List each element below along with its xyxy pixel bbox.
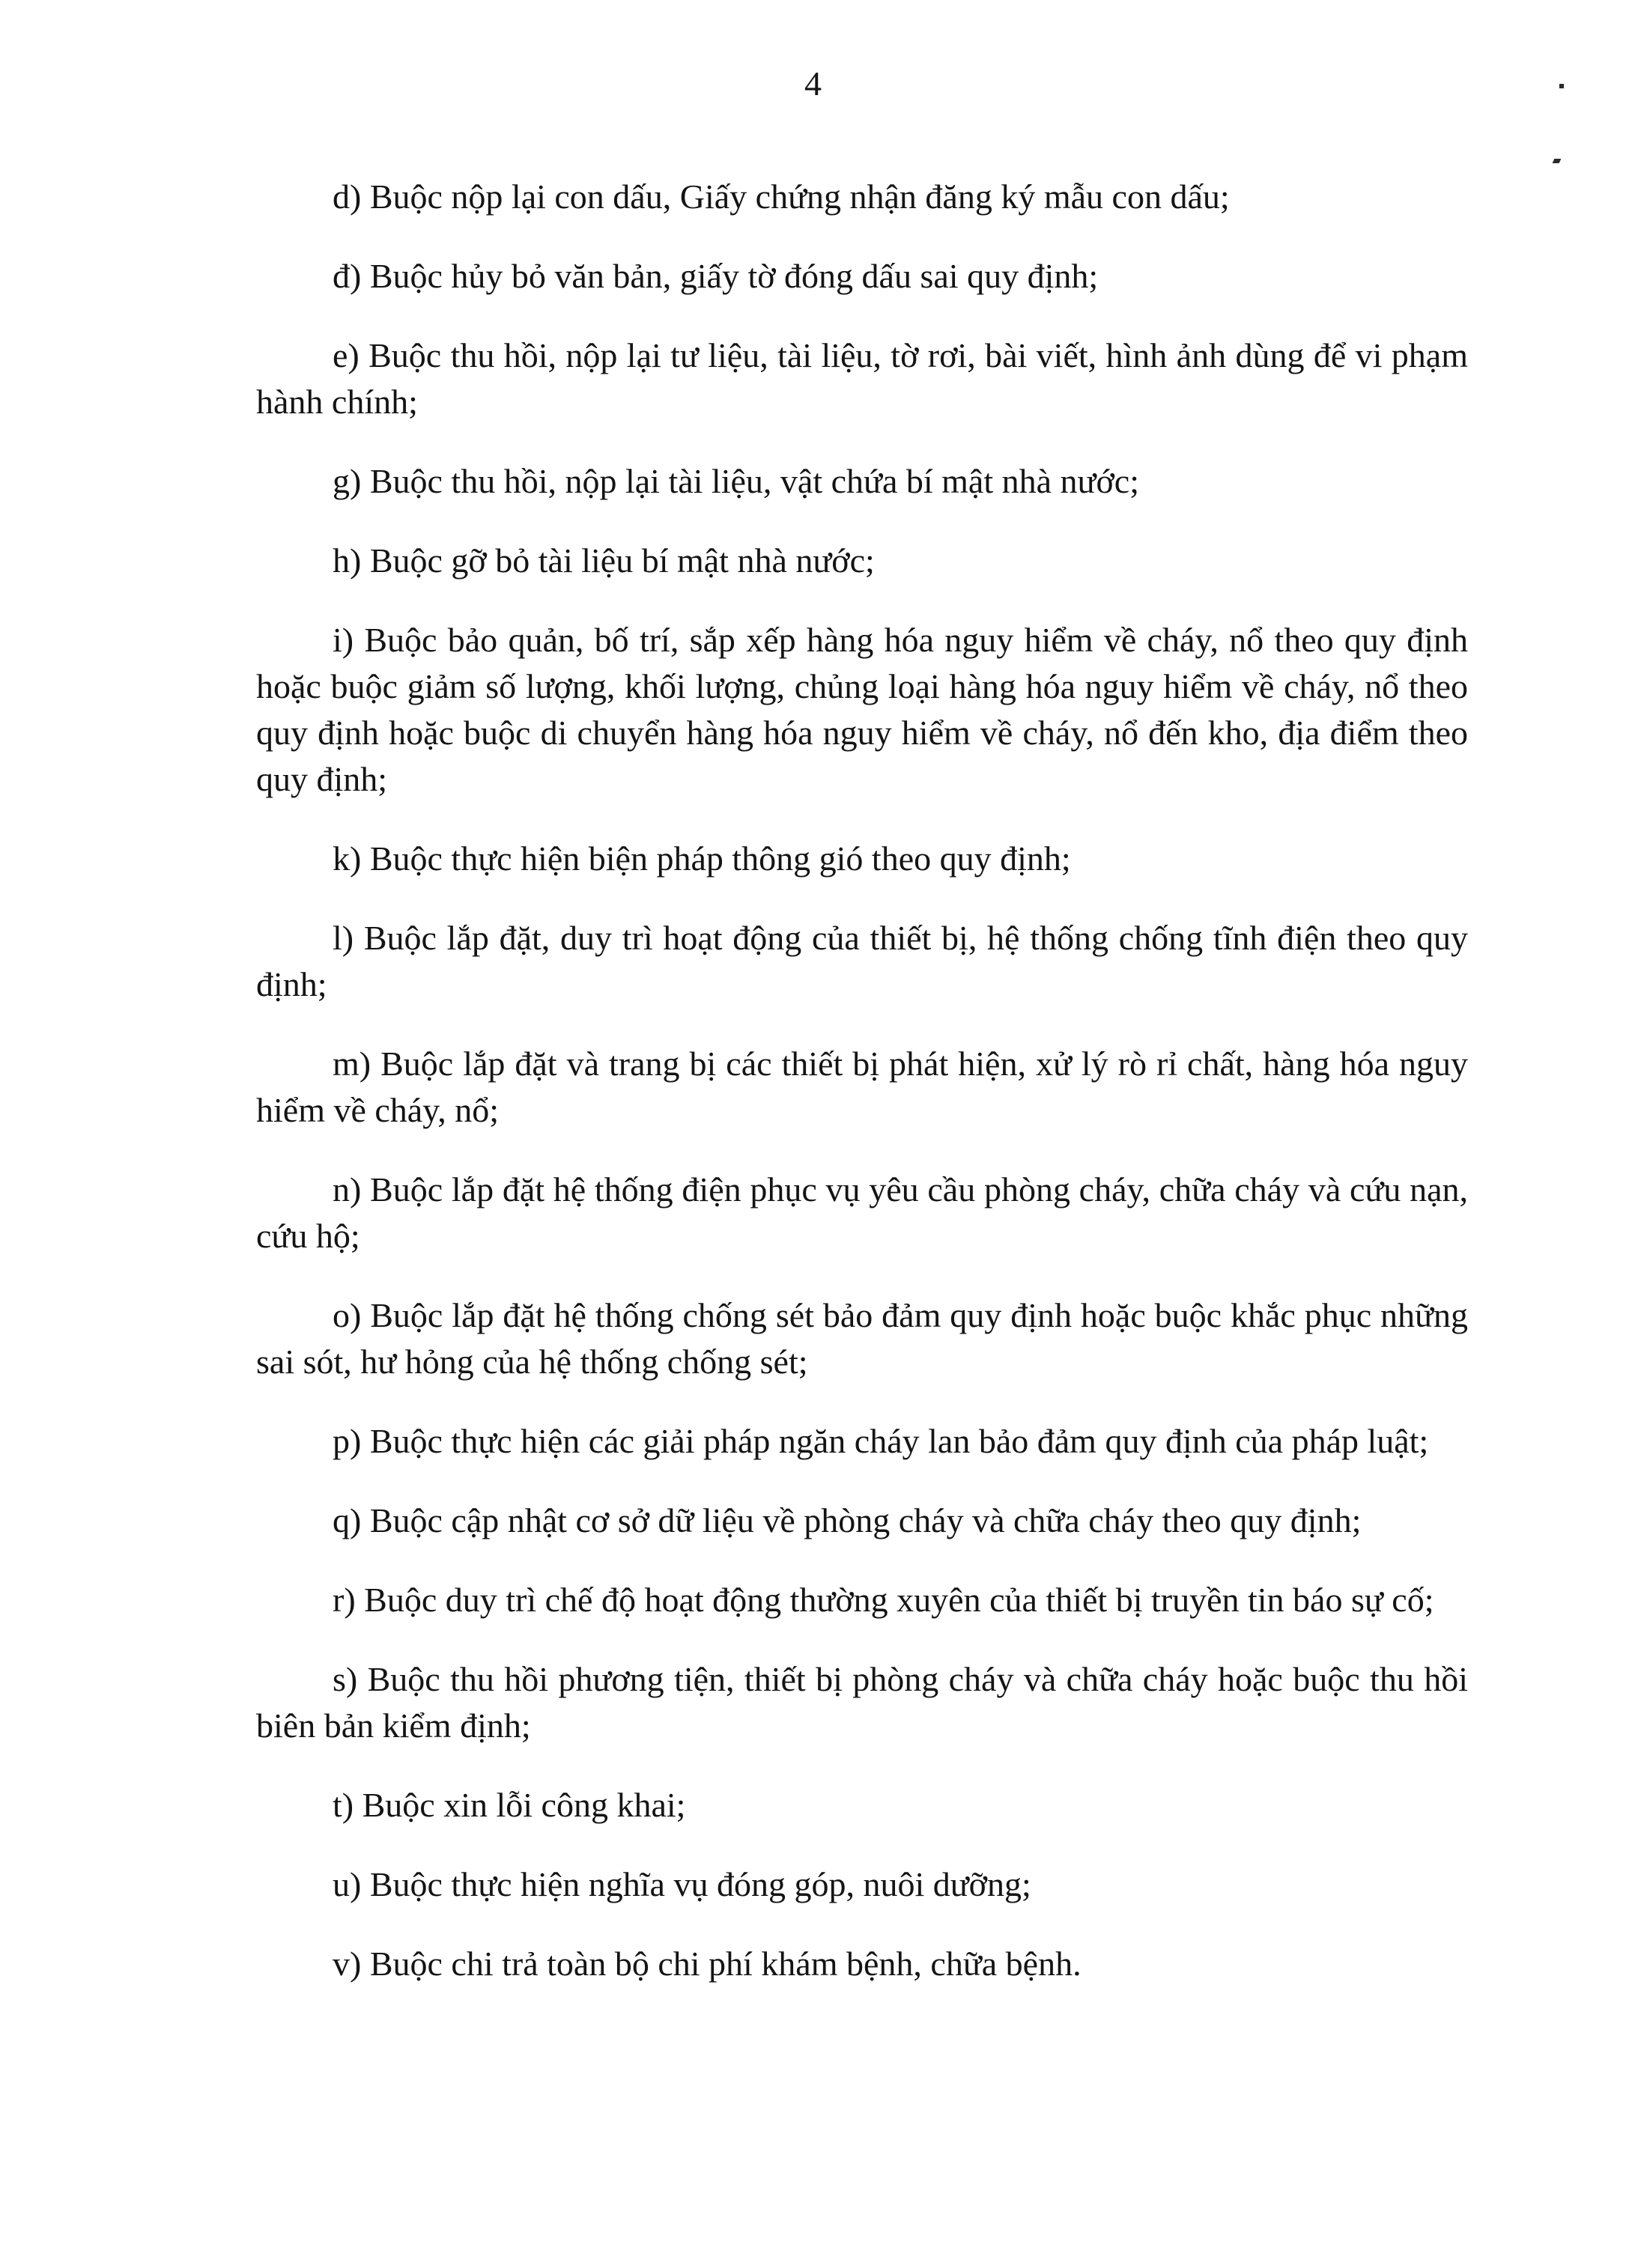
list-item: r) Buộc duy trì chế độ hoạt động thường xuyên của thiết bị truyền tin báo sự cố;	[333, 1581, 1434, 1619]
list-item: t) Buộc xin lỗi công khai;	[333, 1786, 686, 1824]
list-item: e) Buộc thu hồi, nộp lại tư liệu, tài liệu, tờ rơi, bài viết, hình ảnh dùng để vi phạm hành chính;	[256, 336, 1468, 421]
list-item: q) Buộc cập nhật cơ sở dữ liệu về phòng cháy và chữa cháy theo quy định;	[333, 1501, 1362, 1539]
scan-speck	[1553, 159, 1562, 163]
list-item: p) Buộc thực hiện các giải pháp ngăn cháy lan bảo đảm quy định của pháp luật;	[333, 1422, 1429, 1460]
list-item: o) Buộc lắp đặt hệ thống chống sét bảo đảm quy định hoặc buộc khắc phục những sai sót, hư hỏng của hệ thống chống sét;	[256, 1296, 1468, 1381]
list-item: m) Buộc lắp đặt và trang bị các thiết bị phát hiện, xử lý rò rỉ chất, hàng hóa nguy hiểm về cháy, nổ;	[256, 1045, 1468, 1129]
list-item: n) Buộc lắp đặt hệ thống điện phục vụ yêu cầu phòng cháy, chữa cháy và cứu nạn, cứu hộ;	[256, 1170, 1468, 1255]
document-body	[256, 174, 1468, 2020]
list-item: u) Buộc thực hiện nghĩa vụ đóng góp, nuôi dưỡng;	[333, 1865, 1031, 1903]
list-item: i) Buộc bảo quản, bố trí, sắp xếp hàng hóa nguy hiểm về cháy, nổ theo quy định hoặc buộc giảm số lượng, khối lượng, chủng loại hàng hóa nguy hiểm về cháy, nổ theo quy định hoặc buộc di chuyển hàng hóa nguy hiểm về cháy, nổ đến kho, địa điểm theo quy định;	[256, 621, 1468, 798]
list-item: đ) Buộc hủy bỏ văn bản, giấy tờ đóng dấu sai quy định;	[333, 257, 1099, 295]
list-item: s) Buộc thu hồi phương tiện, thiết bị phòng cháy và chữa cháy hoặc buộc thu hồi biên bản kiểm định;	[256, 1660, 1468, 1745]
list-item: h) Buộc gỡ bỏ tài liệu bí mật nhà nước;	[333, 541, 875, 580]
list-item: v) Buộc chi trả toàn bộ chi phí khám bệnh, chữa bệnh.	[333, 1945, 1082, 1983]
list-item: d) Buộc nộp lại con dấu, Giấy chứng nhận đăng ký mẫu con dấu;	[333, 177, 1230, 216]
scan-speck	[1559, 84, 1564, 88]
list-item: k) Buộc thực hiện biện pháp thông gió theo quy định;	[333, 839, 1071, 878]
list-item: g) Buộc thu hồi, nộp lại tài liệu, vật chứa bí mật nhà nước;	[333, 462, 1140, 500]
list-item: l) Buộc lắp đặt, duy trì hoạt động của thiết bị, hệ thống chống tĩnh điện theo quy định;	[256, 919, 1468, 1003]
page-number: 4	[804, 64, 822, 103]
